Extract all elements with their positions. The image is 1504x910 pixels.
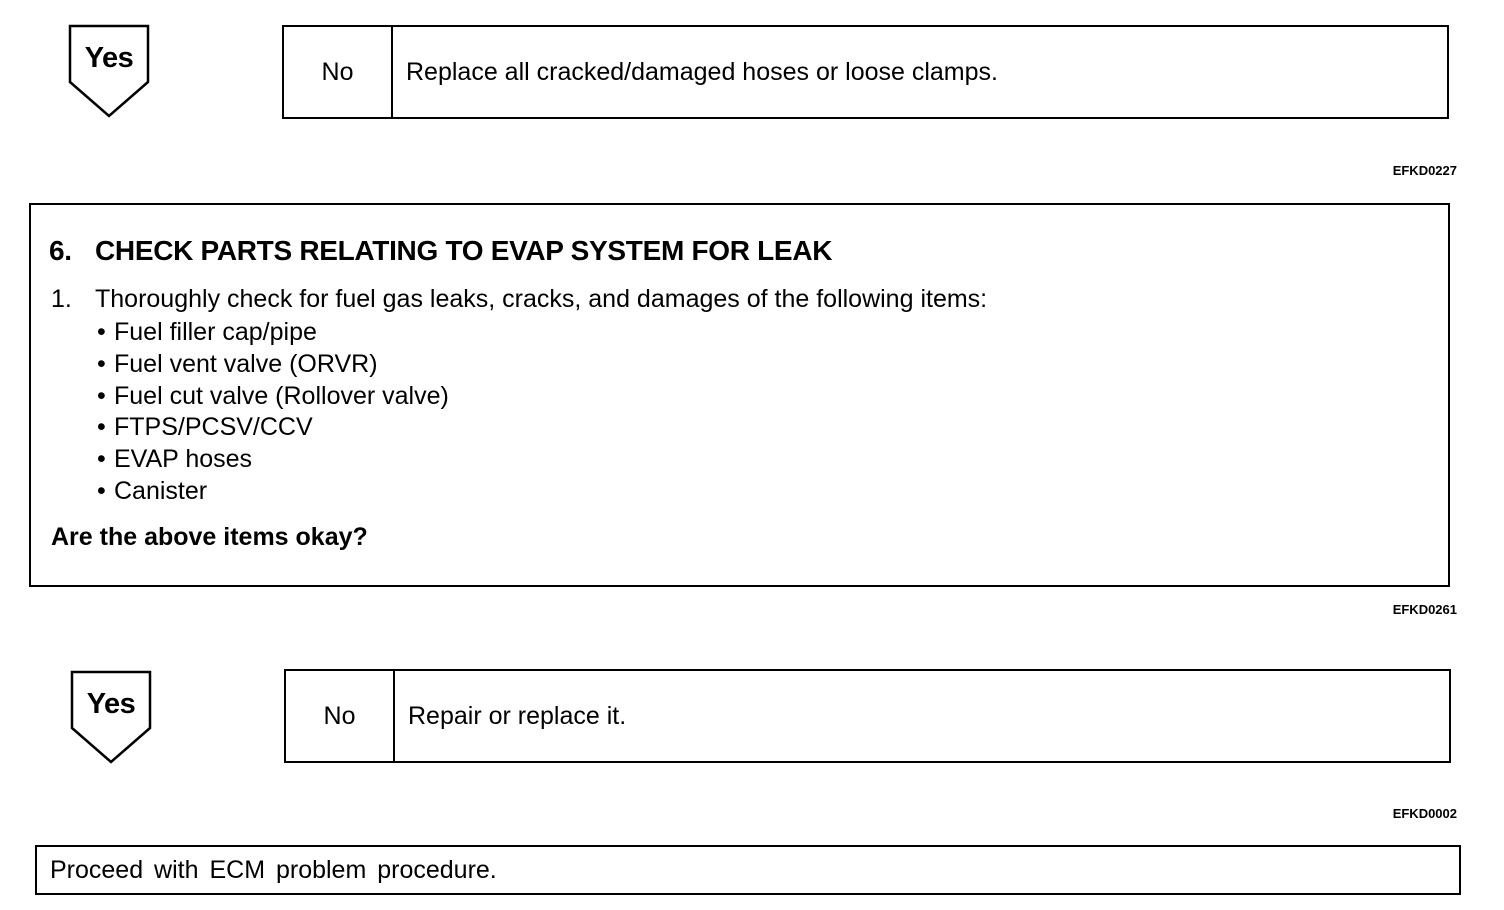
step-number: 6. — [49, 235, 72, 266]
yes-label: Yes — [86, 688, 136, 720]
substep — [51, 285, 987, 314]
no-action-box-1 — [282, 25, 1449, 119]
list-item: • Fuel filler cap/pipe — [97, 317, 449, 349]
figure-code: EFKD0261 — [1392, 602, 1457, 617]
step-title: CHECK PARTS RELATING TO EVAP SYSTEM FOR LEAK — [95, 235, 833, 266]
yes-marker-2 — [70, 670, 154, 766]
list-item: • EVAP hoses — [97, 444, 449, 476]
yes-marker-1 — [68, 24, 152, 120]
figure-code: EFKD0002 — [1392, 806, 1457, 821]
final-instruction-text: Proceed with ECM problem procedure. — [50, 855, 497, 884]
final-instruction-box — [35, 845, 1461, 895]
list-item: • FTPS/PCSV/CCV — [97, 412, 449, 444]
item-list — [97, 317, 449, 508]
substep-text: Thoroughly check for fuel gas leaks, cracks, and damages of the following items: — [95, 285, 988, 313]
check-title — [49, 235, 832, 267]
list-item: • Fuel cut valve (Rollover valve) — [97, 381, 449, 413]
no-label: No — [286, 671, 395, 761]
no-label: No — [284, 27, 393, 117]
list-item: • Fuel vent valve (ORVR) — [97, 349, 449, 381]
no-action-box-2 — [284, 669, 1451, 763]
check-step-box — [29, 203, 1450, 587]
check-question: Are the above items okay? — [51, 523, 368, 551]
no-action-text: Replace all cracked/damaged hoses or loose clamps. — [406, 57, 998, 86]
yes-label: Yes — [84, 42, 134, 74]
list-item: • Canister — [97, 476, 449, 508]
figure-code: EFKD0227 — [1392, 163, 1457, 178]
substep-number: 1. — [51, 285, 72, 313]
no-action-text: Repair or replace it. — [408, 701, 627, 730]
